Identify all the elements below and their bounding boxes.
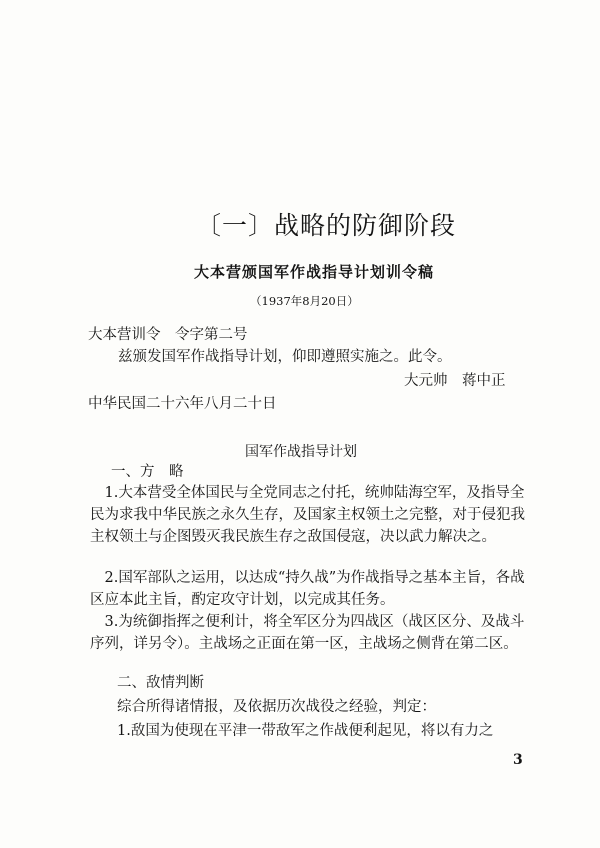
section-title: 〔一〕战略的防御阶段 <box>196 211 457 240</box>
order-date: 中华民国二十六年八月二十日 <box>88 396 277 412</box>
paragraph: 1.敌国为使现在平津一带敌军之作战便利起见，将以有力之 <box>117 723 494 739</box>
section-heading: 二、敌情判断 <box>117 675 204 691</box>
section-heading: 一、方 略 <box>111 464 184 480</box>
paragraph: 1.大本营受全体国民与全党同志之付托，统帅陆海空军，及指导全民为求我中华民族之永久生存，及国家主权领土之完整，对于侵犯我主权领土与企图毁灭我民族生存之敌国侵寇，决以武力解决之。 <box>90 485 525 545</box>
signature: 大元帅 蒋中正 <box>404 373 506 389</box>
order-text: 兹颁发国军作战指导计划，仰即遵照实施之。此令。 <box>118 349 452 365</box>
document-date: （1937年8月20日） <box>250 294 359 308</box>
paragraph: 2.国军部队之运用，以达成“持久战”为作战指导之基本主旨，各战区应本此主旨，酌定攻守计划，以完成其任务。 <box>90 570 525 608</box>
plan-title: 国军作战指导计划 <box>245 444 357 460</box>
document-title: 大本营颁国军作战指导计划训令稿 <box>194 263 435 281</box>
page-number: 3 <box>513 752 523 768</box>
paragraph: 3.为统御指挥之便利计，将全军区分为四战区（战区区分、及战斗序列，详另令）。主战场之正面在第一区，主战场之侧背在第二区。 <box>90 614 525 652</box>
paragraph: 综合所得诸情报，及依据历次战役之经验，判定： <box>117 699 436 715</box>
order-header: 大本营训令 令字第二号 <box>88 327 248 343</box>
